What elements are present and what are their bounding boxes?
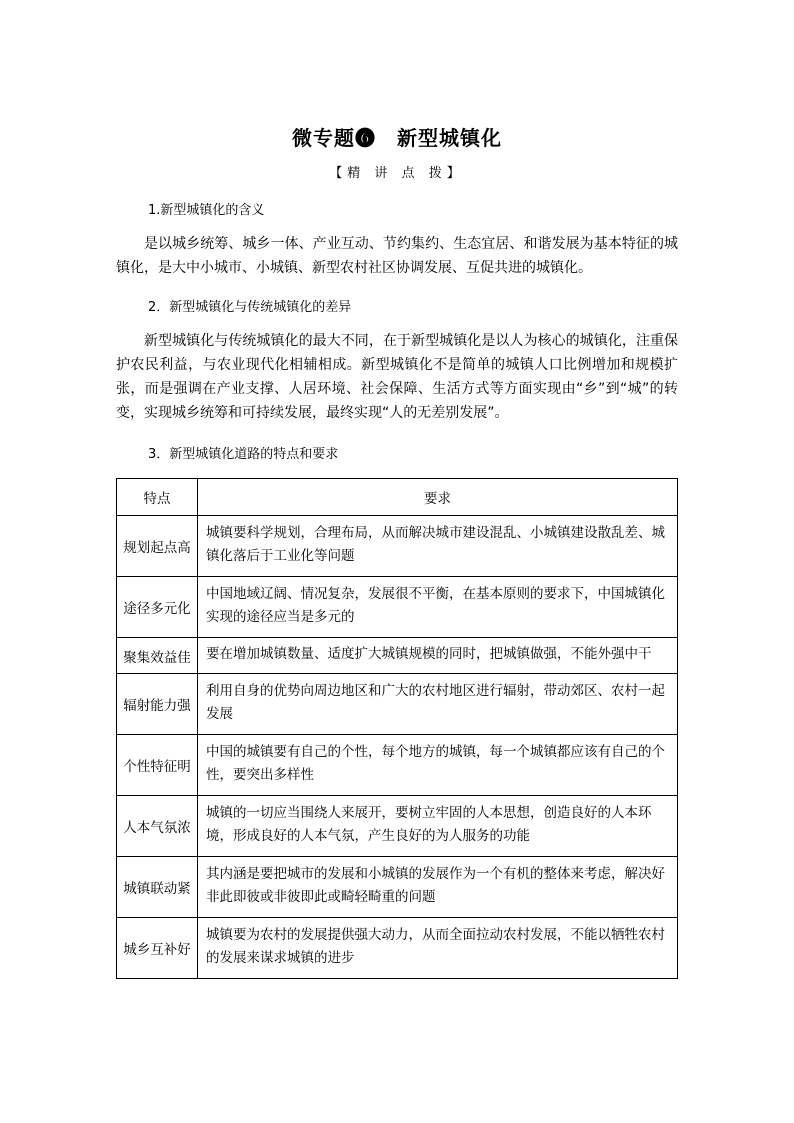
header-feature: 特点 bbox=[117, 479, 198, 516]
requirement-cell: 中国地域辽阔、情况复杂，发展很不平衡，在基本原则的要求下，中国城镇化实现的途径应当是多元的 bbox=[198, 577, 678, 638]
feature-cell: 人本气氛浓 bbox=[117, 796, 198, 857]
requirement-cell: 其内涵是要把城市的发展和小城镇的发展作为一个有机的整体来考虑，解决好非此即彼或非彼即此或畸轻畸重的问题 bbox=[198, 857, 678, 918]
requirement-cell: 利用自身的优势向周边地区和广大的农村地区进行辐射，带动郊区、农村一起发展 bbox=[198, 674, 678, 735]
feature-cell: 辐射能力强 bbox=[117, 674, 198, 735]
section-heading-2: 2．新型城镇化与传统城镇化的差异 bbox=[148, 300, 352, 315]
feature-cell: 个性特征明 bbox=[117, 735, 198, 796]
requirement-cell: 中国的城镇要有自己的个性，每个地方的城镇，每一个城镇都应该有自己的个性，要突出多样性 bbox=[198, 735, 678, 796]
feature-cell: 城镇联动紧 bbox=[117, 857, 198, 918]
requirement-cell: 城镇要科学规划，合理布局，从而解决城市建设混乱、小城镇建设散乱差、城镇化落后于工业化等问题 bbox=[198, 516, 678, 577]
feature-cell: 途径多元化 bbox=[117, 577, 198, 638]
table-row bbox=[117, 796, 678, 857]
table-row bbox=[117, 516, 678, 577]
page-subtitle: 【精 讲 点 拨】 bbox=[329, 166, 465, 181]
table-header-row bbox=[117, 479, 678, 516]
table-row bbox=[117, 577, 678, 638]
features-requirements-table bbox=[116, 478, 678, 979]
section-heading-3: 3．新型城镇化道路的特点和要求 bbox=[148, 447, 339, 462]
feature-cell: 聚集效益佳 bbox=[117, 638, 198, 674]
table-row bbox=[117, 735, 678, 796]
section-heading-1: 1.新型城镇化的含义 bbox=[148, 203, 265, 218]
requirement-cell: 城镇要为农村的发展提供强大动力，从而全面拉动农村发展，不能以牺牲农村的发展来谋求城镇的进步 bbox=[198, 918, 678, 979]
header-requirement: 要求 bbox=[198, 479, 678, 516]
feature-cell: 城乡互补好 bbox=[117, 918, 198, 979]
section-text-2: 新型城镇化与传统城镇化的最大不同，在于新型城镇化是以人为核心的城镇化，注重保护农民利益，与农业现代化相辅相成。新型城镇化不是简单的城镇人口比例增加和规模扩张，而是强调在产业支撑、人居环境、社会保障、生活方式等方面实现由“乡”到“城”的转变，实现城乡统筹和可持续发展，最终实现“人的无差别发展”。 bbox=[116, 333, 678, 421]
section-text-1: 是以城乡统筹、城乡一体、产业互动、节约集约、生态宜居、和谐发展为基本特征的城镇化，是大中小城市、小城镇、新型农村社区协调发展、互促共进的城镇化。 bbox=[116, 236, 678, 276]
requirement-cell: 要在增加城镇数量、适度扩大城镇规模的同时，把城镇做强，不能外强中干 bbox=[198, 638, 678, 674]
table-row bbox=[117, 918, 678, 979]
table-row bbox=[117, 857, 678, 918]
table-row bbox=[117, 674, 678, 735]
table-row bbox=[117, 638, 678, 674]
page-title: 微专题❻ 新型城镇化 bbox=[292, 126, 502, 150]
feature-cell: 规划起点高 bbox=[117, 516, 198, 577]
requirement-cell: 城镇的一切应当围绕人来展开，要树立牢固的人本思想，创造良好的人本环境，形成良好的人本气氛，产生良好的为人服务的功能 bbox=[198, 796, 678, 857]
